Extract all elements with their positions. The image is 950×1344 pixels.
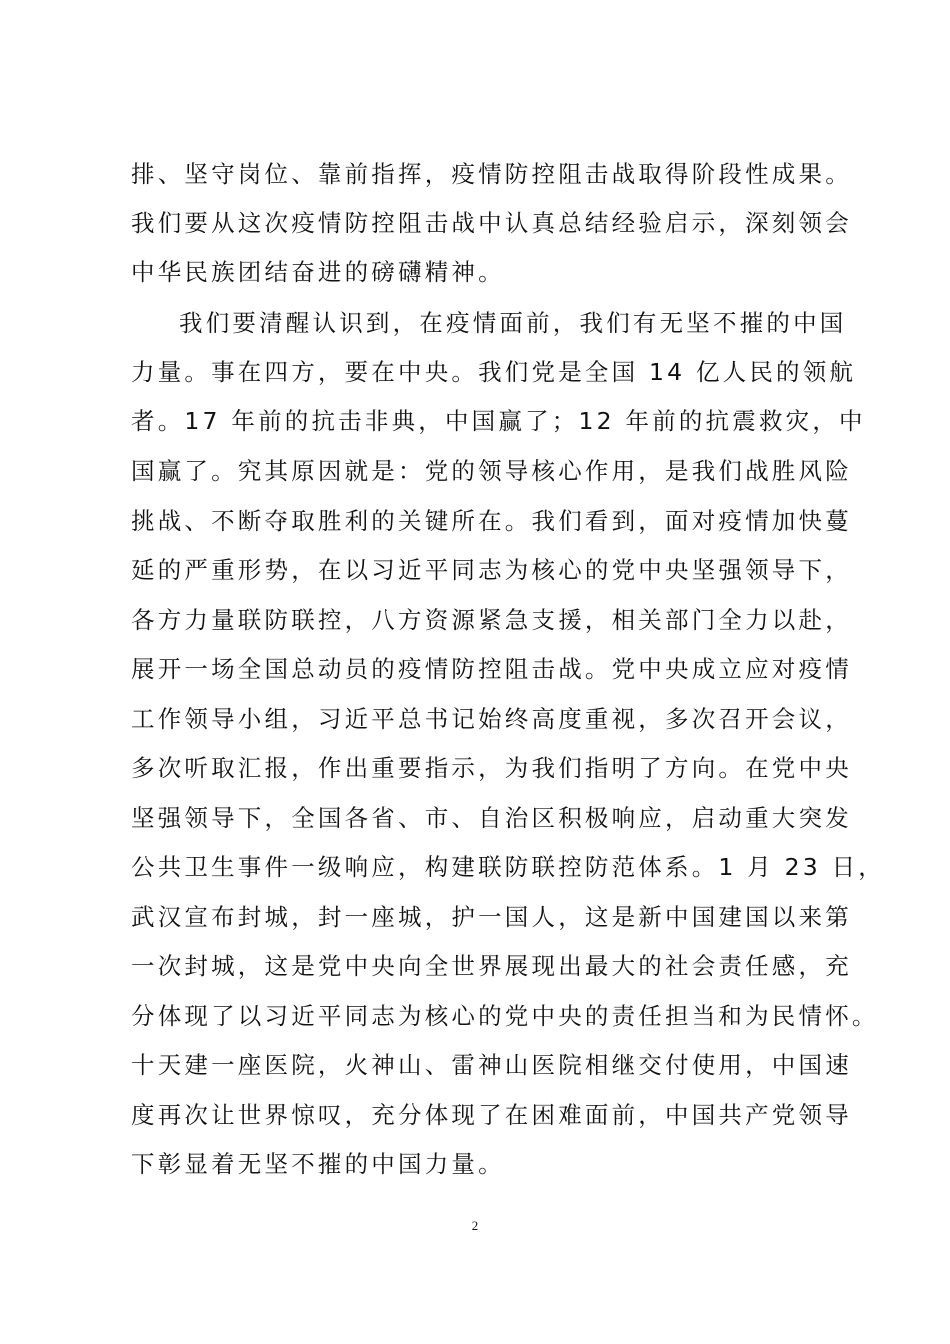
paragraph-2-line-18: 下彰显着无坚不摧的中国力量。 — [131, 1150, 505, 1178]
paragraph-2-line-13: 武汉宣布封城，封一座城，护一国人，这是新中国建国以来第 — [131, 903, 852, 931]
page-number: 2 — [471, 1218, 479, 1233]
paragraph-2-line-7: 各方力量联防联控，八方资源紧急支援，相关部门全力以赴， — [131, 606, 852, 634]
paragraph-2-line-16: 十天建一座医院，火神山、雷神山医院相继交付使用，中国速 — [131, 1051, 852, 1079]
paragraph-2-line-10: 多次听取汇报，作出重要指示，为我们指明了方向。在党中央 — [131, 754, 852, 782]
paragraph-2-line-11: 坚强领导下，全国各省、市、自治区积极响应，启动重大突发 — [131, 804, 852, 832]
paragraph-2-line-17: 度再次让世界惊叹，充分体现了在困难面前，中国共产党领导 — [131, 1101, 852, 1129]
paragraph-2-line-8: 展开一场全国总动员的疫情防控阻击战。党中央成立应对疫情 — [131, 655, 852, 683]
paragraph-1-line-1: 排、坚守岗位、靠前指挥，疫情防控阻击战取得阶段性成果。 — [131, 160, 852, 188]
paragraph-2-line-14: 一次封城，这是党中央向全世界展现出最大的社会责任感，充 — [131, 952, 852, 980]
paragraph-2-line-12: 公共卫生事件一级响应，构建联防联控防范体系。1 月 23 日， — [131, 853, 885, 881]
paragraph-2-line-3: 者。17 年前的抗击非典，中国赢了；12 年前的抗震救灾，中 — [131, 407, 866, 435]
paragraph-2-line-2: 力量。事在四方，要在中央。我们党是全国 14 亿人民的领航 — [131, 358, 857, 386]
paragraph-2-line-5: 挑战、不断夺取胜利的关键所在。我们看到，面对疫情加快蔓 — [131, 507, 852, 535]
paragraph-1-line-2: 我们要从这次疫情防控阻击战中认真总结经验启示，深刻领会 — [131, 209, 852, 237]
paragraph-1-line-3: 中华民族团结奋进的磅礴精神。 — [131, 258, 505, 286]
paragraph-2-line-15: 分体现了以习近平同志为核心的党中央的责任担当和为民情怀。 — [131, 1002, 879, 1030]
paragraph-2-line-9: 工作领导小组，习近平总书记始终高度重视，多次召开会议， — [131, 705, 852, 733]
paragraph-2-line-6: 延的严重形势，在以习近平同志为核心的党中央坚强领导下， — [131, 556, 852, 584]
paragraph-2-line-1: 我们要清醒认识到，在疫情面前，我们有无坚不摧的中国 — [179, 309, 847, 337]
paragraph-2-line-4: 国赢了。究其原因就是：党的领导核心作用，是我们战胜风险 — [131, 457, 852, 485]
